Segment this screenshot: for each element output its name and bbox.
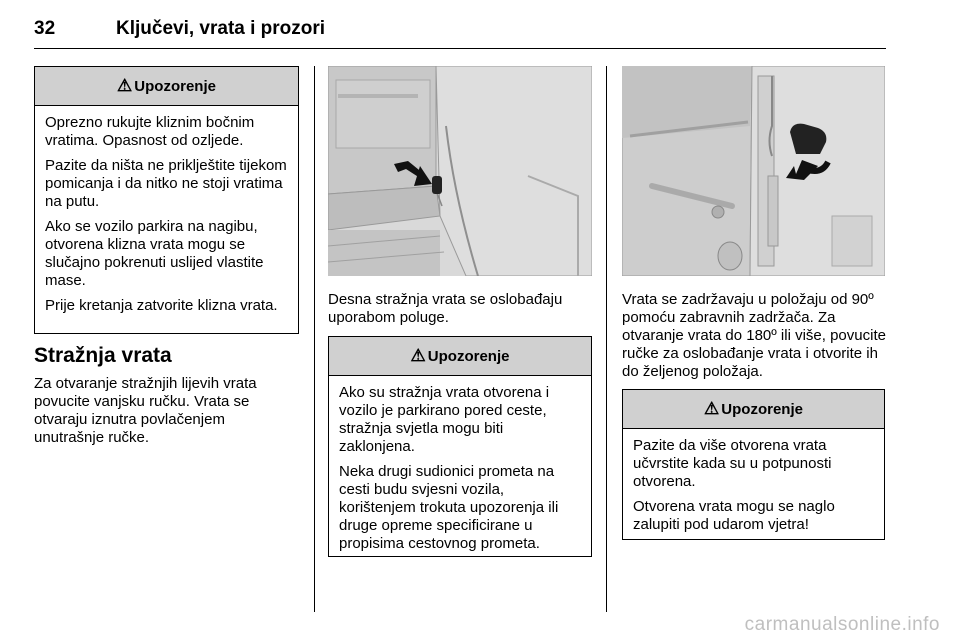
column-divider (606, 66, 607, 612)
rear-door-lever-drawing (328, 66, 592, 276)
figure-caption: Desna stražnja vrata se oslobađaju uporabom poluge. (328, 291, 563, 326)
section-text: Za otvaranje stražnjih lijevih vrata povucite vanjsku ručku. Vrata se otvaraju iznutra povlačenjem unutrašnje ručke. (34, 375, 257, 446)
page-header (34, 6, 886, 46)
warning-paragraph: Neka drugi sudionici prometa na cesti budu svjesni vozila, korištenjem trokuta upozorenja ili druge opreme specificirane u propisima cestovnog prometa. (339, 463, 559, 552)
warning-box-rear-door (328, 336, 592, 557)
warning-header (329, 337, 591, 376)
warning-paragraph: Ako su stražnja vrata otvorena i vozilo je parkirano pored ceste, stražnja svjetla mogu biti zaklonjena. (339, 384, 550, 455)
warning-paragraph: Otvorena vrata mogu se naglo zalupiti pod udarom vjetra! (633, 498, 835, 533)
warning-box-door-open (622, 389, 885, 540)
rear-door-lever-illustration (328, 66, 592, 276)
warning-triangle-icon: ⚠ (117, 76, 133, 95)
warning-title: Upozorenje (427, 347, 510, 365)
warning-title: Upozorenje (721, 400, 803, 418)
warning-box-sliding-door (34, 66, 299, 334)
warning-triangle-icon: ⚠ (704, 399, 720, 418)
chapter-title: Ključevi, vrata i prozori (116, 18, 326, 39)
warning-paragraph: Oprezno rukujte kliznim bočnim vratima. Opasnost od ozljede. (45, 114, 255, 149)
column-divider (314, 66, 315, 612)
door-retainer-release-illustration (622, 66, 885, 276)
warning-header (623, 390, 884, 429)
section-title: Stražnja vrata (34, 344, 172, 367)
warning-body (35, 106, 298, 328)
warning-title: Upozorenje (134, 77, 216, 95)
page-number: 32 (34, 18, 56, 39)
warning-triangle-icon: ⚠ (410, 346, 426, 365)
warning-paragraph: Ako se vozilo parkira na nagibu, otvorena klizna vrata mogu se slučajno pokrenuti uslijed vlastite mase. (45, 218, 264, 289)
door-retainer-release-drawing (622, 66, 885, 276)
warning-paragraph: Prije kretanja zatvorite klizna vrata. (45, 297, 278, 314)
warning-header (35, 67, 298, 106)
warning-body (623, 429, 884, 547)
warning-paragraph: Pazite da ništa ne priklještite tijekom pomicanja i da nitko ne stoji vratima na putu. (45, 157, 287, 210)
figure-caption: Vrata se zadržavaju u položaju od 90º pomoću zabravnih zadržača. Za otvaranje vrata do 180º ili više, povucite ručke za oslobađanje vrata i otvorite ih do željenog položaja. (622, 291, 886, 380)
header-rule (34, 48, 886, 49)
warning-paragraph: Pazite da više otvorena vrata učvrstite kada su u potpunosti otvorena. (633, 437, 832, 490)
warning-body (329, 376, 591, 566)
watermark: carmanualsonline.info (744, 614, 940, 635)
